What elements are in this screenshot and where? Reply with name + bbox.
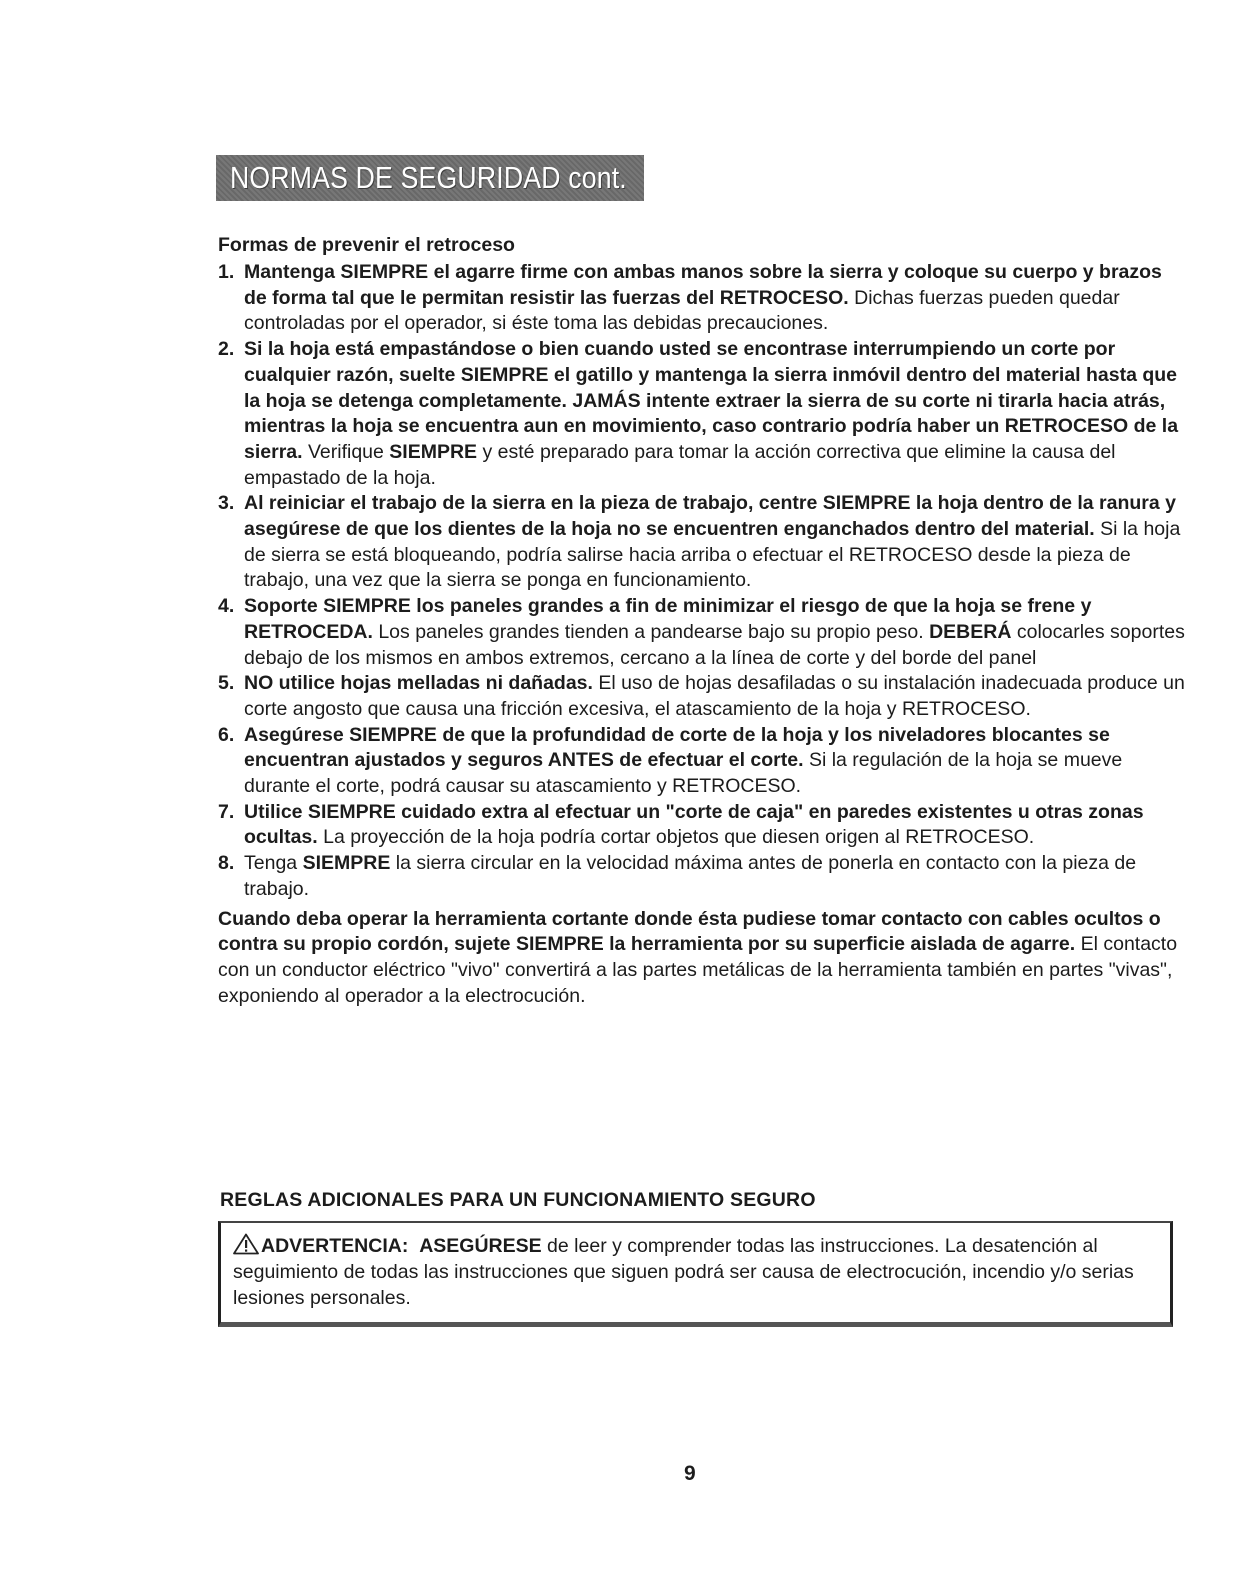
item-text: colocarles soportes debajo de los mismos en ambos extremos, cercano a la línea de corte y del borde del panel	[244, 620, 1185, 669]
item-number: 6.	[218, 723, 235, 746]
item-number: 8.	[218, 852, 235, 875]
page-number: 9	[684, 1462, 696, 1485]
item-bold-text: SIEMPRE	[389, 440, 478, 463]
item-bold-text: Al reiniciar el trabajo de la sierra en la pieza de trabajo, centre SIEMPRE la hoja dentro de la ranura y asegúrese de que los dientes de la hoja no se encuentren enganchados dentro del material.	[244, 492, 1176, 541]
item-number: 1.	[218, 261, 235, 283]
item-bold-text: Utilice SIEMPRE cuidado extra al efectuar un "corte de caja" en paredes existentes u otras zonas ocultas.	[244, 800, 1144, 849]
warning-box	[218, 1221, 1173, 1327]
item-text: El uso de hojas desafiladas o su instalación inadecuada produce un corte angosto que causa una fricción excesiva, el atascamiento de la hoja y RETROCESO.	[244, 672, 1185, 720]
section-title: Formas de prevenir el retroceso	[218, 234, 515, 256]
item-text: la sierra circular en la velocidad máxima antes de ponerla en contacto con la pieza de trabajo.	[244, 852, 1137, 900]
list-item	[218, 491, 1186, 594]
section-banner	[216, 155, 644, 201]
item-number: 7.	[218, 800, 235, 823]
list-item	[218, 594, 1186, 671]
list-item	[218, 851, 1186, 902]
list-item	[218, 800, 1186, 851]
item-text: La proyección de la hoja podría cortar objetos que diesen origen al RETROCESO.	[317, 826, 1035, 849]
list-item	[218, 260, 1186, 337]
rules-heading: REGLAS ADICIONALES PARA UN FUNCIONAMIENTO SEGURO	[220, 1189, 816, 1211]
item-text: Si la regulación de la hoja se mueve durante el corte, podrá causar su atascamiento y RETROCESO.	[244, 749, 1123, 798]
warning-label: ADVERTENCIA:	[261, 1235, 409, 1257]
closing-text: El contacto con un conductor eléctrico "vivo" convertirá a las partes metálicas de la herramienta también en partes "vivas", exponiendo al operador a la electrocución.	[218, 933, 1178, 1007]
item-text: y esté preparado para tomar la acción correctiva que elimine la causa del empastado de la hoja.	[244, 440, 1116, 489]
list-item	[218, 723, 1186, 800]
item-bold-text: Asegúrese SIEMPRE de que la profundidad de corte de la hoja y los niveladores blocantes se encuentran ajustados y seguros ANTES de efectuar el corte.	[244, 723, 1110, 772]
list-item	[218, 337, 1186, 491]
item-bold-text: SIEMPRE	[302, 852, 391, 875]
item-text: Verifique	[302, 440, 390, 463]
safety-list	[218, 260, 1186, 903]
item-bold-text: Soporte SIEMPRE los paneles grandes a fin de minimizar el riesgo de que la hoja se frene y RETROCEDA.	[244, 595, 1092, 643]
item-text: Dichas fuerzas pueden quedar controladas por el operador, si éste toma las debidas precauciones.	[244, 286, 1120, 335]
item-bold-text: Mantenga SIEMPRE el agarre firme con ambas manos sobre la sierra y coloque su cuerpo y brazos de forma tal que le permitan resistir las fuerzas del RETROCESO.	[244, 261, 1162, 309]
item-bold-text: NO utilice hojas melladas ni dañadas.	[244, 672, 593, 695]
item-number: 3.	[218, 492, 235, 515]
item-number: 2.	[218, 338, 235, 361]
item-number: 4.	[218, 595, 235, 618]
list-item	[218, 671, 1186, 722]
main-content	[218, 232, 1186, 1009]
warning-triangle-icon	[233, 1233, 259, 1255]
closing-bold-text: Cuando deba operar la herramienta cortante donde ésta pudiese tomar contacto con cables ocultos o contra su propio cordón, sujete SIEMPRE la herramienta por su superficie aislada de agarre.	[218, 907, 1161, 956]
closing-paragraph	[218, 907, 1186, 1010]
item-bold-text: Si la hoja está empastándose o bien cuando usted se encontrase interrumpiendo un corte por cualquier razón, suelte SIEMPRE el gatillo y mantenga la sierra inmóvil dentro del material hasta que la hoja se detenga completamente. JAMÁS intente extraer la sierra de su corte ni tirarla hacia atrás, mientras la hoja se encuentra aun en movimiento, caso contrario podría haber un RETROCESO de la sierra.	[244, 338, 1179, 463]
warning-bold-text: ASEGÚRESE	[419, 1235, 542, 1257]
item-text: Si la hoja de sierra se está bloqueando, podría salirse hacia arriba o efectuar el RETROCESO desde la pieza de trabajo, una vez que la sierra se ponga en funcionamiento.	[244, 518, 1181, 592]
item-text: Los paneles grandes tienden a pandearse bajo su propio peso.	[372, 620, 930, 643]
banner-title: NORMAS DE SEGURIDAD cont.	[230, 160, 627, 195]
item-text: Tenga	[244, 852, 303, 875]
warning-text: de leer y comprender todas las instrucciones. La desatención al seguimiento de todas las instrucciones que siguen podrá ser causa de electrocución, incendio y/o serias lesiones personales.	[233, 1235, 1134, 1309]
item-bold-text: DEBERÁ	[929, 620, 1012, 643]
item-number: 5.	[218, 672, 235, 695]
